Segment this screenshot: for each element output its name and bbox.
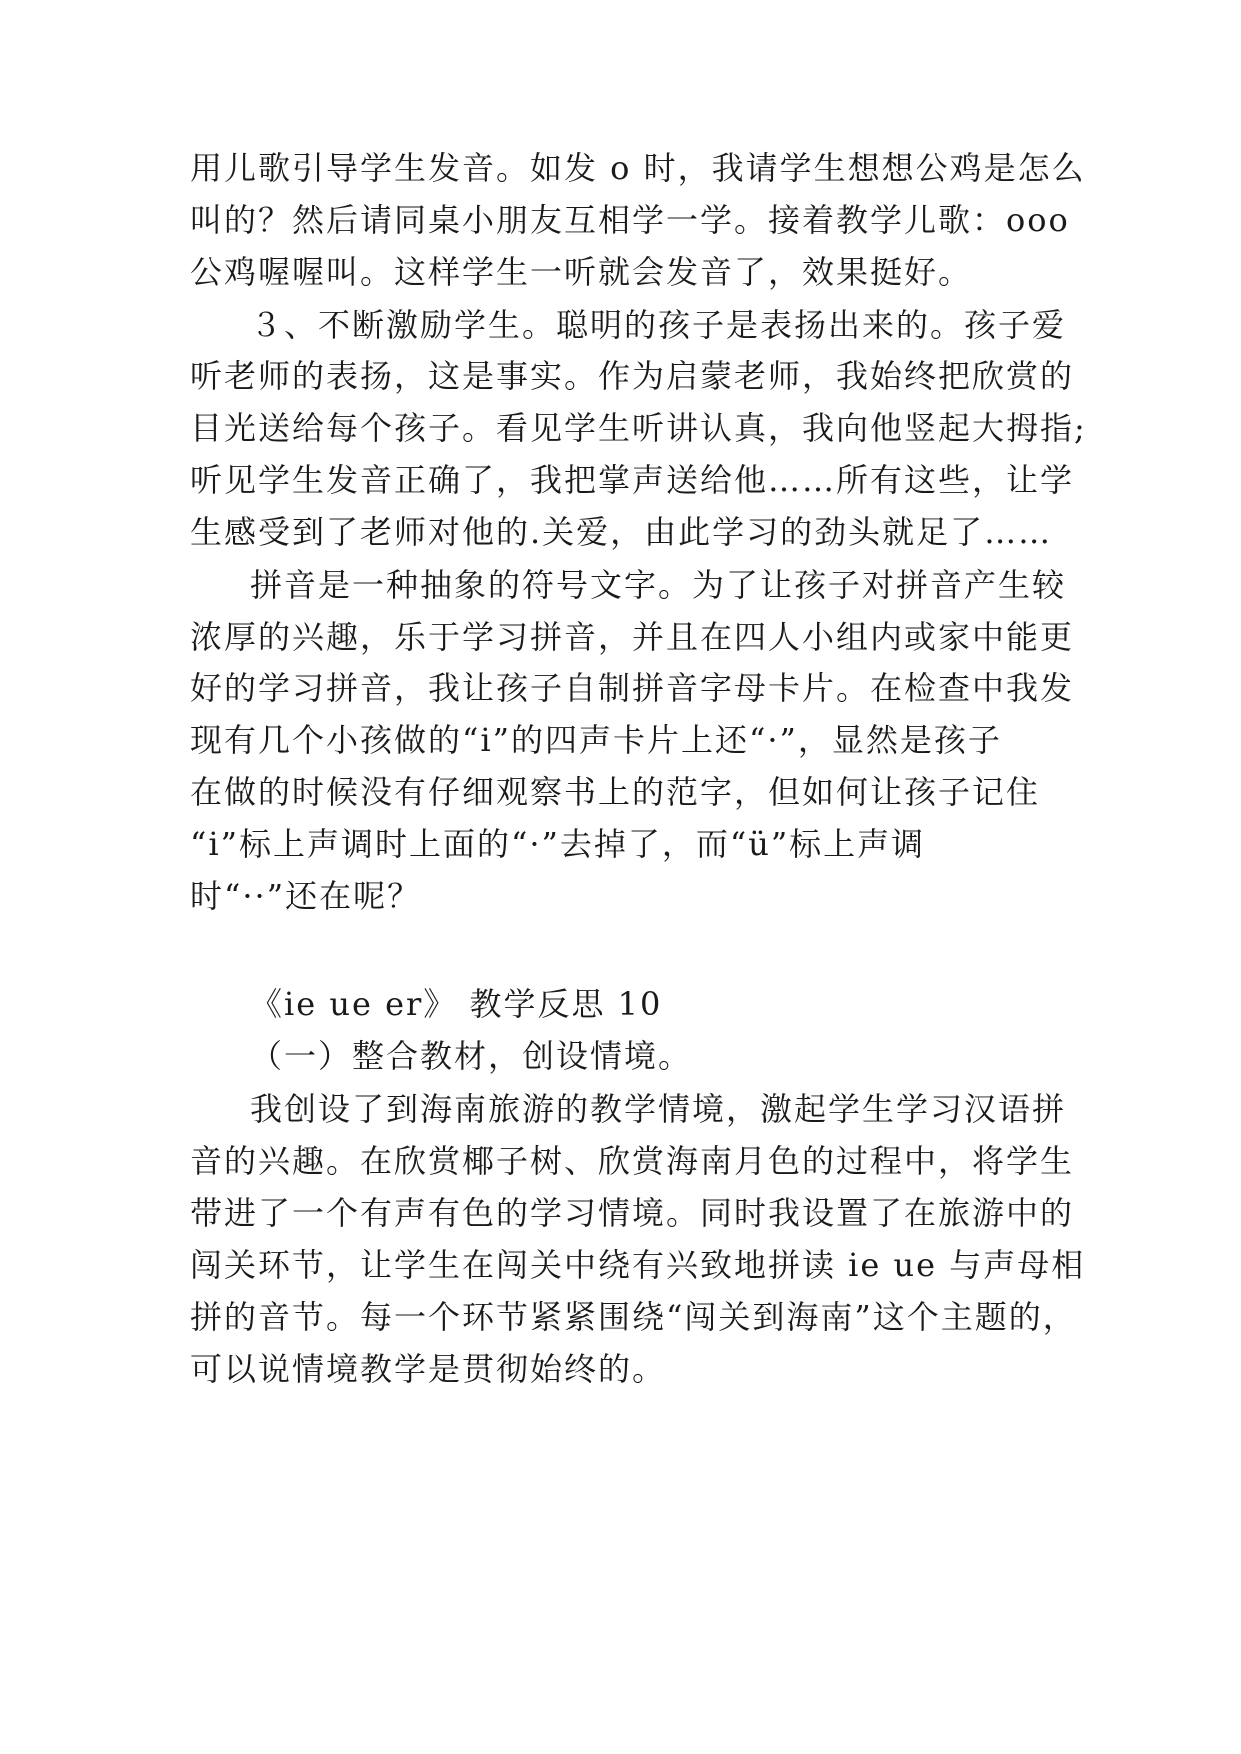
paragraph-line: 带进了一个有声有色的学习情境。同时我设置了在旅游中的 — [190, 1194, 1075, 1232]
paragraph-line: “i”标上声调时上面的“·”去掉了，而“ü”标上声调 — [190, 825, 926, 863]
paragraph-line: 好的学习拼音，我让孩子自制拼音字母卡片。在检查中我发 — [190, 669, 1075, 707]
paragraph-line: 拼音是一种抽象的符号文字。为了让孩子对拼音产生较 — [250, 566, 1067, 604]
paragraph-line: 叫的？然后请同桌小朋友互相学一学。接着教学儿歌：ooo — [190, 201, 1070, 239]
paragraph-line: 音的兴趣。在欣赏椰子树、欣赏海南月色的过程中，将学生 — [190, 1142, 1075, 1180]
paragraph-line: 听老师的表扬，这是事实。作为启蒙老师，我始终把欣赏的 — [190, 357, 1075, 395]
paragraph-line: 用儿歌引导学生发音。如发 o 时，我请学生想想公鸡是怎么 — [190, 149, 1086, 187]
paragraph-line: 拼的音节。每一个环节紧紧围绕“闯关到海南”这个主题的， — [190, 1298, 1077, 1336]
paragraph-line: 现有几个小孩做的“i”的四声卡片上还“·”，显然是孩子 — [190, 721, 1002, 759]
paragraph-line: 听见学生发音正确了，我把掌声送给他……所有这些，让学 — [190, 461, 1075, 499]
paragraph-line: 可以说情境教学是贯彻始终的。 — [190, 1350, 667, 1388]
paragraph-line: 生感受到了老师对他的.关爱，由此学习的劲头就足了…… — [190, 513, 1053, 551]
paragraph-line: 目光送给每个孩子。看见学生听讲认真，我向他竖起大拇指; — [190, 409, 1087, 447]
paragraph-line: 时“··”还在呢？ — [190, 877, 422, 915]
section-heading: 《ie ue er》 教学反思 10 — [250, 985, 663, 1023]
paragraph-line: 公鸡喔喔叫。这样学生一听就会发音了，效果挺好。 — [190, 253, 973, 291]
paragraph-line: 闯关环节，让学生在闯关中绕有兴致地拼读 ie ue 与声母相 — [190, 1246, 1086, 1284]
section-subheading: （一）整合教材，创设情境。 — [250, 1037, 693, 1075]
paragraph-line: 浓厚的兴趣，乐于学习拼音，并且在四人小组内或家中能更 — [190, 618, 1075, 656]
paragraph-line: 我创设了到海南旅游的教学情境，激起学生学习汉语拼 — [250, 1090, 1067, 1128]
paragraph-line: ３、不断激励学生。聪明的孩子是表扬出来的。孩子爱 — [250, 306, 1067, 344]
paragraph-line: 在做的时候没有仔细观察书上的范字，但如何让孩子记住 — [190, 773, 1041, 811]
